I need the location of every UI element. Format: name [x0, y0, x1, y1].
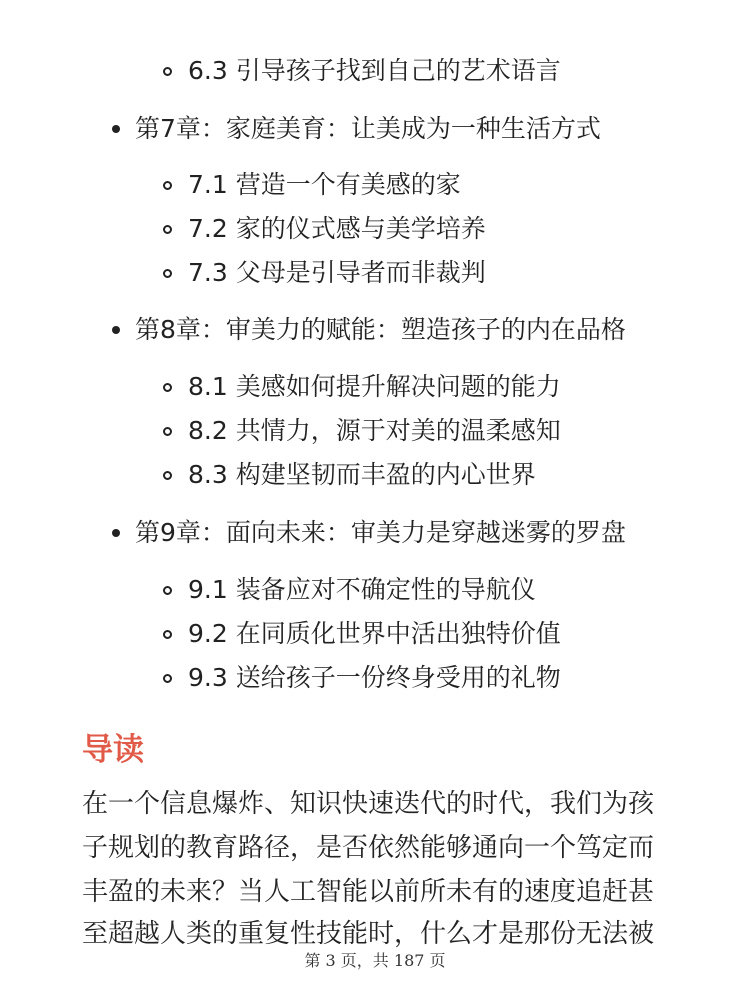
- circle-bullet-icon: [163, 383, 172, 392]
- toc-subsection-9-3[interactable]: 9.3 送给孩子一份终身受用的礼物: [188, 663, 561, 692]
- circle-bullet-icon: [163, 225, 172, 234]
- toc-subsection-7-1[interactable]: 7.1 营造一个有美感的家: [188, 170, 461, 199]
- toc-subsection-9-1[interactable]: 9.1 装备应对不确定性的导航仪: [188, 575, 536, 604]
- circle-bullet-icon: [163, 269, 172, 278]
- toc-subsection-7-3[interactable]: 7.3 父母是引导者而非裁判: [188, 258, 486, 287]
- toc-subsection-7-2[interactable]: 7.2 家的仪式感与美学培养: [188, 214, 486, 243]
- circle-bullet-icon: [163, 67, 172, 76]
- disc-bullet-icon: [112, 529, 120, 537]
- circle-bullet-icon: [163, 181, 172, 190]
- toc-chapter-7[interactable]: 第7章：家庭美育：让美成为一种生活方式: [135, 114, 601, 143]
- section-heading: 导读: [82, 732, 144, 768]
- paragraph-line: 在一个信息爆炸、知识快速迭代的时代，我们为孩: [82, 789, 655, 819]
- circle-bullet-icon: [163, 427, 172, 436]
- paragraph-line: 子规划的教育路径，是否依然能够通向一个笃定而: [82, 833, 655, 863]
- circle-bullet-icon: [163, 674, 172, 683]
- paragraph-line: 丰盈的未来？当人工智能以前所未有的速度追赶甚: [82, 877, 655, 907]
- toc-subsection-8-1[interactable]: 8.1 美感如何提升解决问题的能力: [188, 372, 561, 401]
- toc-subsection-8-3[interactable]: 8.3 构建坚韧而丰盈的内心世界: [188, 460, 536, 489]
- toc-subsection-6-3[interactable]: 6.3 引导孩子找到自己的艺术语言: [188, 56, 561, 85]
- circle-bullet-icon: [163, 471, 172, 480]
- toc-chapter-8[interactable]: 第8章：审美力的赋能：塑造孩子的内在品格: [135, 315, 626, 344]
- disc-bullet-icon: [112, 125, 120, 133]
- toc-chapter-9[interactable]: 第9章：面向未来：审美力是穿越迷雾的罗盘: [135, 518, 626, 547]
- circle-bullet-icon: [163, 630, 172, 639]
- paragraph-line: 至超越人类的重复性技能时，什么才是那份无法被: [82, 919, 655, 949]
- toc-subsection-9-2[interactable]: 9.2 在同质化世界中活出独特价值: [188, 619, 561, 648]
- circle-bullet-icon: [163, 586, 172, 595]
- page-number-footer: 第 3 页，共 187 页: [304, 951, 446, 970]
- disc-bullet-icon: [112, 326, 120, 334]
- toc-subsection-8-2[interactable]: 8.2 共情力，源于对美的温柔感知: [188, 416, 561, 445]
